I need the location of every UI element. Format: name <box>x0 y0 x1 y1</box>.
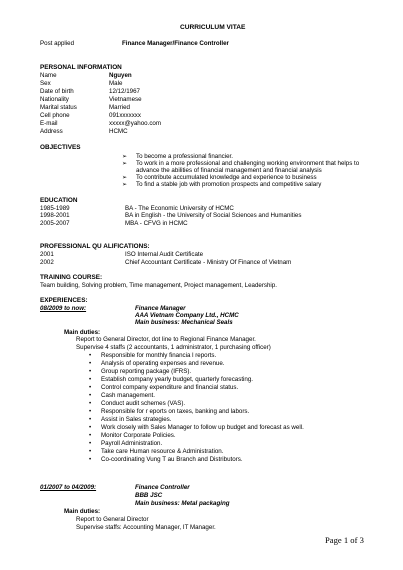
education-years: 1998-2001 <box>40 212 70 219</box>
qualification-detail: ISO Internal Audit Certificate <box>125 251 204 258</box>
field-label: Sex <box>40 80 51 87</box>
field-value: Nguyen <box>109 72 132 79</box>
duty-line: Report to General Director, dot line to Regional Finance Manager. <box>76 336 256 343</box>
duty-bullet: • Assist in Sales strategies. <box>101 416 172 423</box>
field-value: Male <box>109 80 123 87</box>
job-business: Main business: Metal packaging <box>135 500 230 507</box>
qualification-detail: Chief Accountant Certificate - Ministry Of Finance of Vietnam <box>125 259 292 266</box>
duty-bullet: • Take care Human resource & Administration. <box>101 448 223 455</box>
job-business: Main business: Mechanical Seals <box>135 319 233 326</box>
education-detail: BA - The Economic University of HCMC <box>125 205 234 212</box>
experiences-heading: EXPERIENCES: <box>40 297 88 304</box>
field-value: Vietnamese <box>109 96 142 103</box>
document-title: CURRICULUM VITAE <box>180 24 246 31</box>
training-text: Team building, Solving problem, Time management, Project management, Leadership. <box>40 282 277 289</box>
job-company: AAA Vietnam Company Ltd., HCMC <box>135 312 239 319</box>
field-label: Address <box>40 128 63 135</box>
duties-heading: Main duties: <box>64 329 101 336</box>
job-period: 01/2007 to 04/2009: <box>40 484 97 491</box>
field-label: E-mail <box>40 120 58 127</box>
duties-heading: Main duties: <box>64 508 101 515</box>
objectives-heading: OBJECTIVES <box>40 144 81 151</box>
post-value: Finance Manager/Finance Controller <box>122 40 229 47</box>
job-company: BBB JSC <box>135 492 163 499</box>
job-role: Finance Manager <box>135 305 186 312</box>
training-heading: TRAINING COURSE: <box>40 274 103 281</box>
objective-item: ➢ To contribute accumulated knowledge and experience to business <box>136 174 317 181</box>
field-label: Cell phone <box>40 112 70 119</box>
duty-line: Supervise 4 staffs (2 accountants, 1 administrator, 1 purchasing officer) <box>76 344 271 351</box>
field-value: 091xxxxxxx <box>109 112 141 119</box>
qualification-year: 2001 <box>40 251 54 258</box>
duty-line: Supervise staffs: Accounting Manager, IT Manager. <box>76 524 216 531</box>
duty-bullet: • Co-coordinating Vung T au Branch and Distributors. <box>101 456 243 463</box>
duty-bullet: • Establish company yearly budget, quarterly forecasting. <box>101 376 253 383</box>
field-value: xxxxx@yahoo.com <box>109 120 162 127</box>
duty-bullet: • Group reporting package (IFRS). <box>101 368 191 375</box>
education-years: 2005-2007 <box>40 220 70 227</box>
duty-bullet: • Work closely with Sales Manager to follow up budget and forecast as well. <box>101 424 304 431</box>
qualifications-heading: PROFESSIONAL QU ALIFICATIONS: <box>40 243 150 250</box>
duty-bullet: • Cash management. <box>101 392 155 399</box>
post-label: Post applied <box>40 40 75 47</box>
field-label: Date of birth <box>40 88 74 95</box>
page-number: Page 1 of 3 <box>325 535 364 545</box>
field-label: Nationality <box>40 96 69 103</box>
field-label: Name <box>40 72 57 79</box>
objective-item: ➢ To work in a more professional and challenging working environment that helps to <box>136 160 359 167</box>
field-label: Marital status <box>40 104 77 111</box>
field-value: Married <box>109 104 130 111</box>
objective-item: ➢ To find a stable job with promotion prospects and competitive salary <box>136 181 321 188</box>
education-heading: EDUCATION <box>40 197 78 204</box>
objective-item: ➢ To become a professional financier. <box>136 153 233 160</box>
job-period: 08/2009 to now: <box>40 305 87 312</box>
duty-bullet: • Analysis of operating expenses and revenue. <box>101 360 225 367</box>
duty-bullet: • Payroll Administration. <box>101 440 162 447</box>
qualification-year: 2002 <box>40 259 54 266</box>
field-value: 12/12/1967 <box>109 88 140 95</box>
duty-bullet: • Responsible for r eports on taxes, banking and labors. <box>101 408 249 415</box>
education-detail: BA in English - the University of Social Sciences and Humanities <box>125 212 302 219</box>
job-role: Finance Controller <box>135 484 190 491</box>
duty-bullet: • Monitor Corporate Policies. <box>101 432 176 439</box>
education-detail: MBA - CFVG in HCMC <box>125 220 188 227</box>
duty-line: Report to General Director <box>76 516 149 523</box>
duty-bullet: • Control company expenditure and financial status. <box>101 384 238 391</box>
duty-bullet: • Conduct audit schemes (VAS). <box>101 400 185 407</box>
duty-bullet: • Responsible for monthly financia l reports. <box>101 352 216 359</box>
field-value: HCMC <box>109 128 128 135</box>
objective-item-continued: advance the abilities of financial management and financial analysis <box>136 167 322 174</box>
personal-heading: PERSONAL INFORMATION <box>40 64 122 71</box>
education-years: 1985-1989 <box>40 205 70 212</box>
